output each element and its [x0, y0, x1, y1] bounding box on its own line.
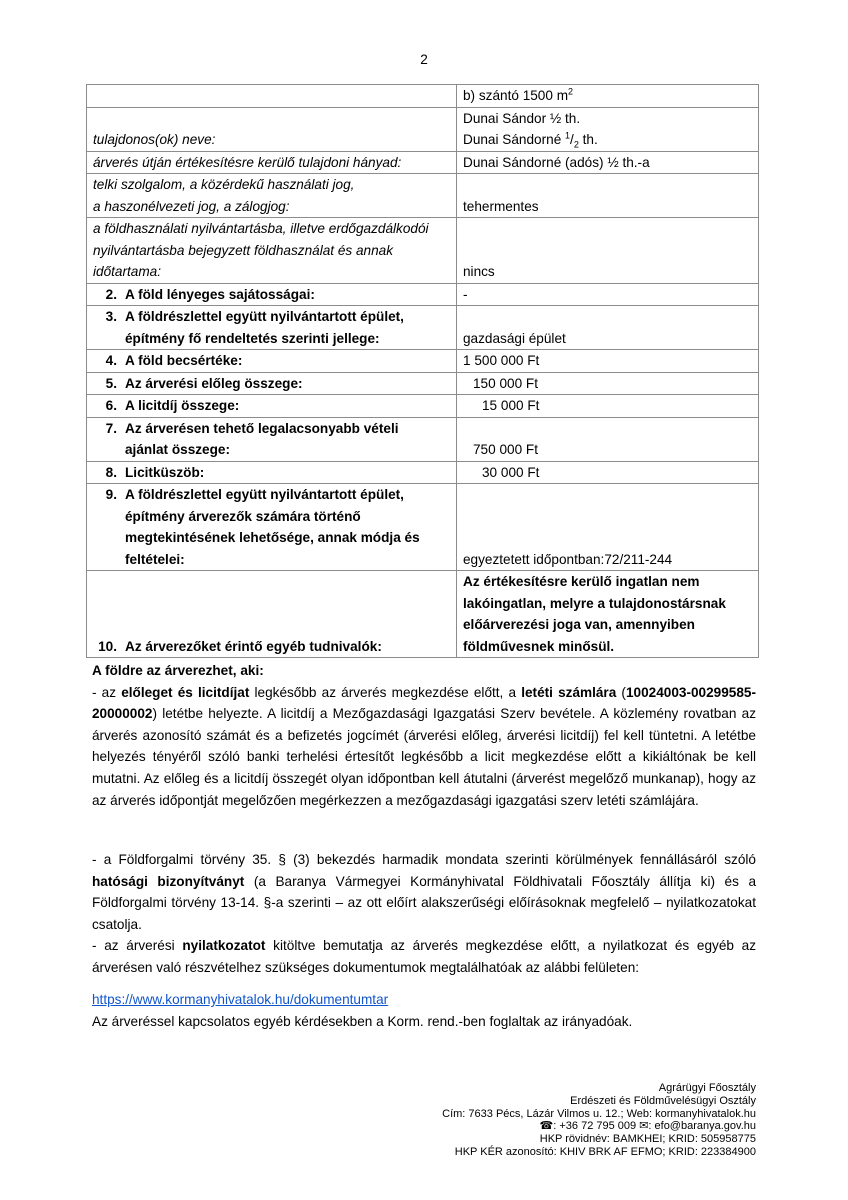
label-line: telki szolgalom, a közérdekű használati jog, [93, 177, 355, 192]
table-row [87, 85, 759, 108]
owner-2-name: Dunai Sándorné [463, 132, 566, 147]
land-use-label [87, 218, 457, 284]
auction-details-table [86, 84, 759, 658]
owner-1: Dunai Sándor ½ th. [463, 110, 581, 126]
text-run: legkésőbb az árverés megkezdése előtt, a [249, 684, 522, 700]
fraction-denominator: 2 [573, 139, 579, 150]
bold-run: előleget és licitdíjat [121, 684, 250, 700]
text-run: ) letétbe helyezte. A licitdíj a Mezőgazdasági Igazgatási Szerv bevétele. A közlemény rovatban az árverés azonosító számát és a befizetés jogcímét (árverési előleg, árverési licitdíj) fel kell tüntetni. A letétbe helyezés tényéről szóló banki terhelési értesítőt legkésőbb a licit megkezdése előtt a kikiáltónak be kell mutatni. Az előleg és a licitdíj összegét olyan időpontban kell átutalni (árverést megelőző munkanap), hogy az az árverés időpontját megelőzően megérkezzen a mezőgazdasági igazgatási szerv letéti számlájára. [92, 706, 756, 808]
row-label-text: megtekintésének lehetősége, annak módja és [125, 530, 420, 545]
table-row [87, 350, 759, 373]
row-label [87, 461, 457, 484]
row-value: - [457, 283, 759, 306]
amount-text: 30 000 Ft [482, 464, 540, 480]
fraction-numerator: 1 [565, 130, 571, 141]
row-number: 2. [105, 286, 117, 302]
row-number: 4. [105, 353, 117, 368]
footer-hkp-ker: HKP KÉR azonosító: KHIV BRK AF EFMO; KRID: 223384900 [454, 1145, 756, 1158]
land-type-text: b) szántó 1500 m [463, 88, 569, 103]
label-line: a haszonélvezeti jog, a zálogjog: [93, 198, 290, 214]
label-line: időtartama: [93, 264, 162, 279]
footer-email: : efo@baranya.gov.hu [648, 1120, 756, 1133]
row-label [87, 306, 457, 350]
row-label-text: építmény árverezők számára történő [125, 508, 361, 524]
value-line: Az értékesítésre kerülő ingatlan nem [463, 574, 700, 589]
row-value: egyeztetett időpontban:72/211-244 [457, 484, 759, 571]
share-label: árverés útján értékesítésre kerülő tulajdoni hányad: [87, 151, 457, 174]
bold-run: nyilatkozatot [182, 938, 266, 954]
owner-value [457, 107, 759, 151]
encumbrance-label [87, 174, 457, 218]
table-cell-empty [87, 85, 457, 108]
row-label [87, 571, 457, 658]
row-label [87, 283, 457, 306]
table-row [87, 306, 759, 350]
closing-paragraph: Az árveréssel kapcsolatos egyéb kérdésekben a Korm. rend.-ben foglaltak az irányadóak. [92, 1013, 633, 1029]
row-label-text: A földrészlettel együtt nyilvántartott épület, [125, 309, 404, 324]
text-run: (a Baranya Vármegyei Kormányhivatal Földhivatali Főosztály állítja ki) és a Földforgalmi törvény 13-14. §-a szerinti – az ott előírt alakszerűségi előírásoknak megfelelő – nyilatkozatokat csatolja. [92, 873, 757, 932]
label-line: nyilvántartásba bejegyzett földhasználat és annak [93, 242, 394, 258]
row-value [457, 417, 759, 461]
row-value [457, 571, 759, 658]
row-label-text: Az árverezőket érintő egyéb tudnivalók: [125, 638, 382, 654]
row-label [87, 417, 457, 461]
link-section [92, 989, 756, 1032]
table-row [87, 395, 759, 418]
text-run: - az [92, 684, 122, 700]
table-row [87, 571, 759, 658]
row-number: 9. [105, 487, 117, 502]
label-line: a földhasználati nyilvántartásba, illetve erdőgazdálkodói [93, 221, 429, 236]
section-heading: A földre az árverezhet, aki: [92, 663, 264, 678]
table-row [87, 218, 759, 284]
footer [442, 1082, 756, 1159]
row-label-text: Az árverési előleg összege: [125, 375, 303, 391]
value-line: előárverezési joga van, amennyiben [463, 617, 695, 632]
row-number: 3. [105, 309, 117, 324]
amount-text: 15 000 Ft [482, 398, 540, 413]
amount-text: 750 000 Ft [473, 442, 538, 457]
value-line: földművesnek minősül. [463, 638, 615, 654]
owner-2 [463, 129, 752, 151]
table-row [87, 417, 759, 461]
table-row [87, 372, 759, 395]
paragraph-certificate [92, 849, 756, 935]
amount-text: 150 000 Ft [473, 375, 538, 391]
row-number: 7. [105, 420, 117, 436]
page-number: 2 [420, 52, 428, 67]
document-library-link[interactable]: https://www.kormanyhivatalok.hu/dokumentumtar [92, 992, 389, 1007]
paragraph-declaration [92, 935, 756, 978]
footer-contact [442, 1120, 756, 1133]
phone-icon: ☎ [539, 1120, 554, 1133]
row-value: gazdasági épület [457, 306, 759, 350]
row-label [87, 484, 457, 571]
table-row [87, 283, 759, 306]
bold-run: hatósági bizonyítványt [92, 873, 245, 889]
encumbrance-value: tehermentes [457, 174, 759, 218]
unit-superscript: 2 [568, 86, 574, 97]
table-row [87, 174, 759, 218]
table-row [87, 461, 759, 484]
text-run: - a Földforgalmi törvény 35. § (3) bekezdés harmadik mondata szerinti körülmények fennállásáról szóló [92, 852, 756, 867]
row-label-text: ajánlat összege: [125, 442, 231, 457]
row-label [87, 350, 457, 373]
owner-2-suffix: th. [578, 132, 598, 147]
table-row [87, 151, 759, 174]
row-label-text: építmény fő rendeltetés szerinti jellege: [125, 330, 380, 346]
row-value: 1 500 000 Ft [457, 350, 759, 373]
land-use-value: nincs [457, 218, 759, 284]
row-label [87, 395, 457, 418]
certificate-section [92, 849, 756, 979]
account-number: 10024003-00299585-20000002 [92, 684, 756, 722]
row-value [457, 461, 759, 484]
paragraph-deposit [92, 682, 756, 812]
row-value [457, 372, 759, 395]
table-row [87, 484, 759, 571]
footer-address: Cím: 7633 Pécs, Lázár Vilmos u. 12.; Web: kormanyhivatalok.hu [442, 1107, 756, 1120]
owner-label: tulajdonos(ok) neve: [87, 107, 457, 151]
row-number: 6. [105, 398, 117, 413]
row-label-text: A föld becsértéke: [125, 353, 243, 368]
table-row [87, 107, 759, 151]
eligibility-section [92, 660, 756, 811]
row-label-text: A licitdíj összege: [125, 398, 240, 413]
text-run: - az árverési [92, 938, 183, 954]
row-number: 8. [105, 464, 117, 480]
footer-phone: : +36 72 795 009 [553, 1120, 640, 1133]
footer-department: Agrárügyi Főosztály [658, 1082, 756, 1094]
footer-division: Erdészeti és Földművelésügyi Osztály [570, 1094, 756, 1107]
row-label-text: feltételei: [125, 551, 185, 567]
row-number: 10. [98, 638, 117, 654]
bold-run: letéti számlára [521, 684, 617, 700]
share-value: Dunai Sándorné (adós) ½ th.-a [457, 151, 759, 174]
row-value [457, 395, 759, 418]
row-label [87, 372, 457, 395]
fraction-slash: / [570, 132, 574, 147]
row-label-text: A földrészlettel együtt nyilvántartott épület, [125, 487, 404, 502]
row-label-text: A föld lényeges sajátosságai: [125, 286, 315, 302]
table-cell-value [457, 85, 759, 108]
text-run: ( [616, 684, 626, 700]
footer-hkp: HKP rövidnév: BAMKHEI; KRID: 505958775 [539, 1133, 756, 1146]
row-label-text: Az árverésen tehető legalacsonyabb vételi [125, 420, 399, 436]
value-line: lakóingatlan, melyre a tulajdonostársnak [463, 595, 726, 611]
row-number: 5. [105, 375, 117, 391]
text-run: kitöltve bemutatja az árverés megkezdése előtt, a nyilatkozat és egyéb az árverésen való részvételhez szükséges dokumentumok megtalálhatóak az alábbi felületen: [92, 938, 756, 975]
row-label-text: Licitküszöb: [125, 464, 205, 480]
email-icon: ✉ [639, 1120, 649, 1133]
